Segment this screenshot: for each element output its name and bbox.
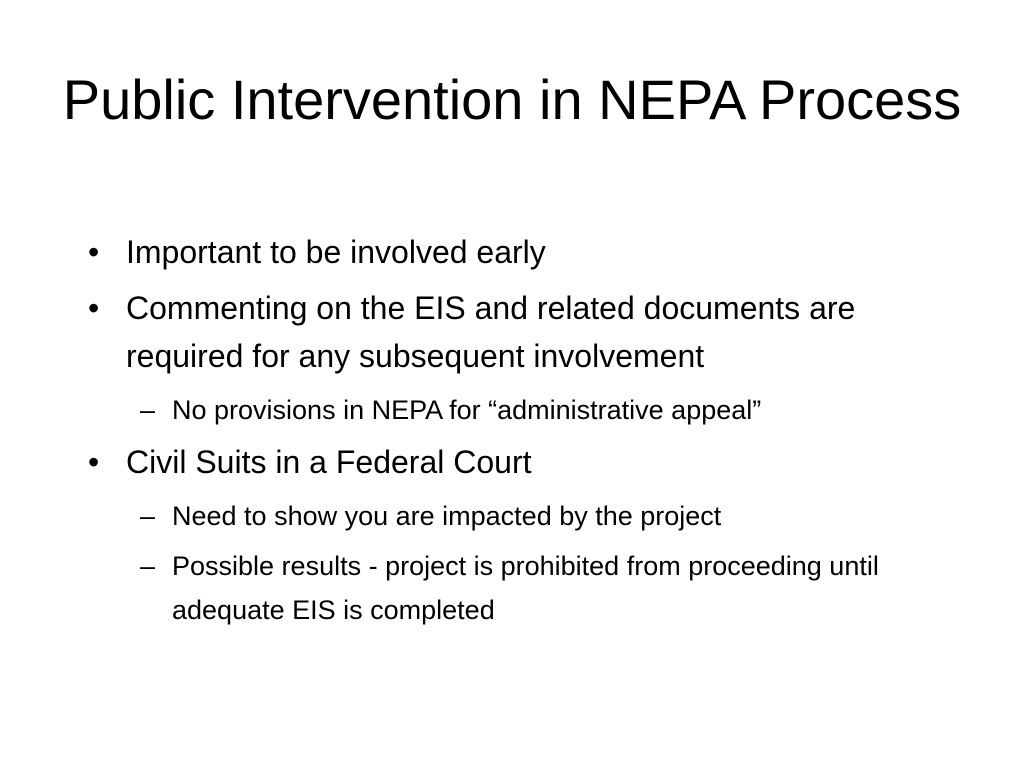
bullet-icon: •: [88, 290, 100, 326]
bullet-item: [88, 284, 968, 380]
sub-bullet-item: [140, 388, 968, 432]
bullet-icon: •: [88, 444, 100, 480]
dash-icon: –: [140, 395, 156, 425]
sub-bullet-text: Need to show you are impacted by the project: [172, 501, 722, 531]
dash-icon: –: [140, 501, 156, 531]
slide-title: Public Intervention in NEPA Process: [62, 68, 962, 131]
sub-bullet-item: [140, 544, 968, 632]
bullet-list: [88, 228, 968, 638]
bullet-text: Important to be involved early: [126, 234, 546, 270]
bullet-text: Civil Suits in a Federal Court: [126, 444, 532, 480]
bullet-icon: •: [88, 234, 100, 270]
dash-icon: –: [140, 551, 156, 581]
bullet-item: [88, 438, 968, 486]
bullet-item: [88, 228, 968, 276]
sub-bullet-item: [140, 494, 968, 538]
sub-bullet-text: Possible results - project is prohibited from proceeding until adequate EIS is completed: [172, 551, 879, 625]
bullet-text: Commenting on the EIS and related documents are required for any subsequent involvement: [126, 290, 856, 374]
sub-bullet-text: No provisions in NEPA for “administrative appeal”: [172, 395, 762, 425]
